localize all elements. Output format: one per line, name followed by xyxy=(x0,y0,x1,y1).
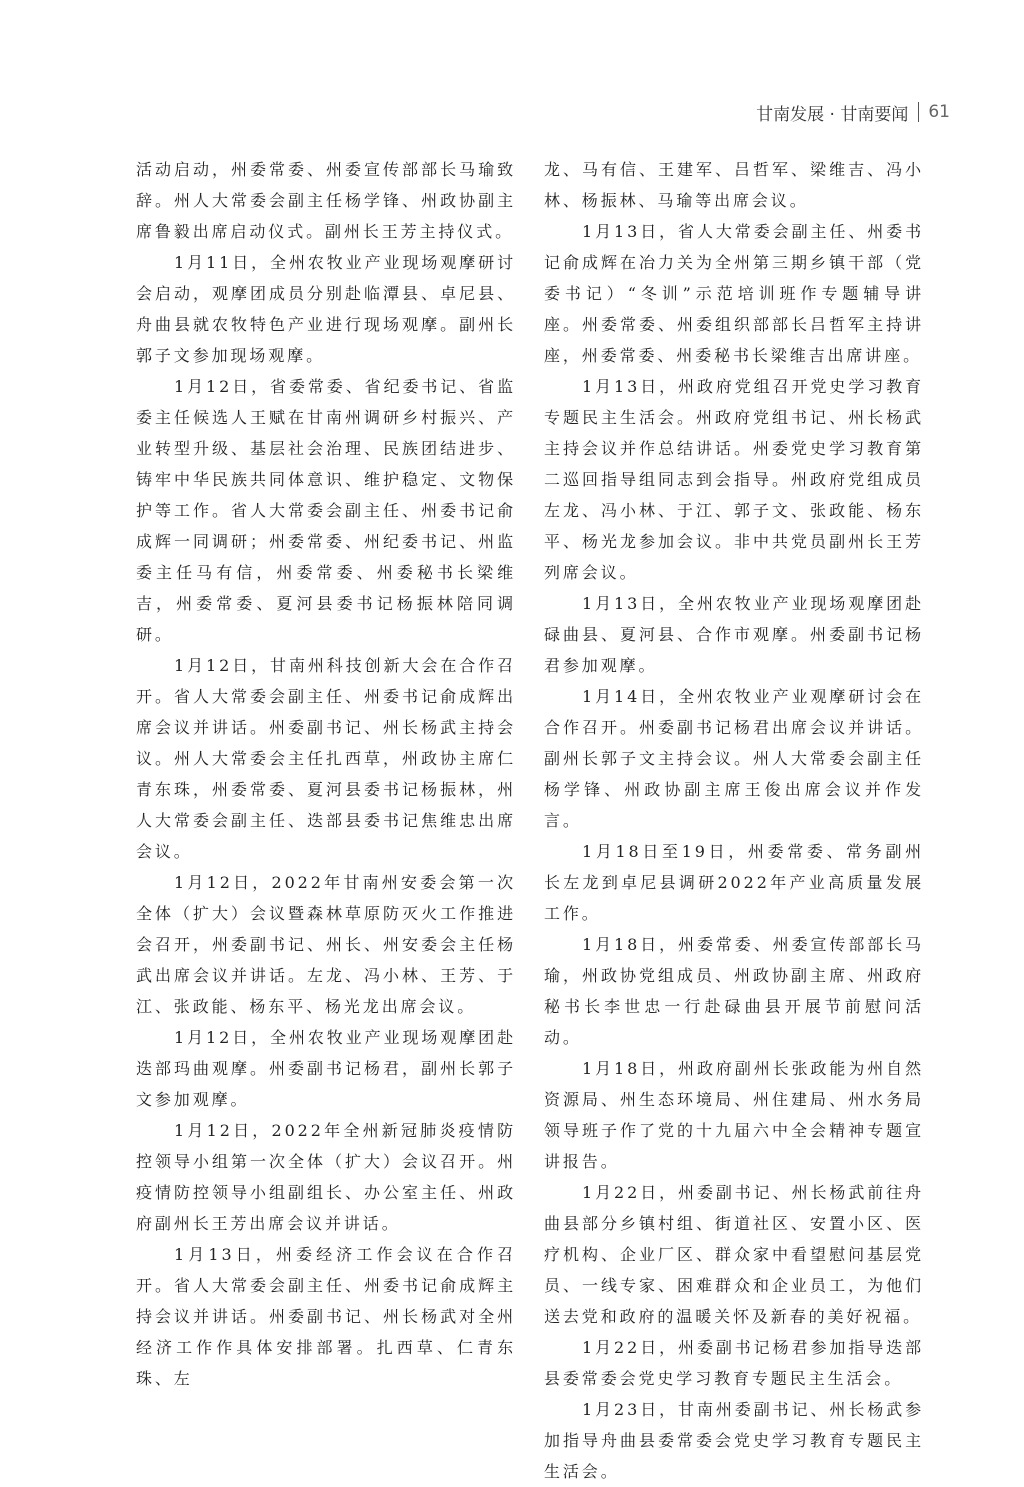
right-column xyxy=(544,154,924,1487)
paragraph: 1月11日，全州农牧业产业现场观摩研讨会启动，观摩团成员分别赴临潭县、卓尼县、舟曲县就农牧特色产业进行现场观摩。副州长郭子文参加现场观摩。 xyxy=(136,253,516,365)
paragraph: 1月12日，省委常委、省纪委书记、省监委主任候选人王赋在甘南州调研乡村振兴、产业转型升级、基层社会治理、民族团结进步、铸牢中华民族共同体意识、维护稳定、文物保护等工作。省人大常委会副主任、州委书记俞成辉一同调研；州委常委、州纪委书记、州监委主任马有信，州委常委、州委秘书长梁维吉，州委常委、夏河县委书记杨振林陪同调研。 xyxy=(136,377,516,644)
left-column xyxy=(136,154,516,1394)
paragraph: 1月23日，甘南州委副书记、州长杨武参加指导舟曲县委常委会党史学习教育专题民主生活会。 xyxy=(544,1400,924,1481)
section-title: 甘南发展 · 甘南要闻 xyxy=(756,104,909,125)
paragraph: 1月12日，甘南州科技创新大会在合作召开。省人大常委会副主任、州委书记俞成辉出席会议并讲话。州委副书记、州长杨武主持会议。州人大常委会主任扎西草，州政协主席仁青东珠，州委常委、夏河县委书记杨振林，州人大常委会副主任、迭部县委书记焦维忠出席会议。 xyxy=(136,656,516,861)
paragraph: 1月14日，全州农牧业产业观摩研讨会在合作召开。州委副书记杨君出席会议并讲话。副州长郭子文主持会议。州人大常委会副主任杨学锋、州政协副主席王俊出席会议并作发言。 xyxy=(544,687,924,830)
paragraph: 1月22日，州委副书记杨君参加指导迭部县委常委会党史学习教育专题民主生活会。 xyxy=(544,1338,924,1388)
paragraph: 1月13日，省人大常委会副主任、州委书记俞成辉在冶力关为全州第三期乡镇干部（党委书记）“冬训”示范培训班作专题辅导讲座。州委常委、州委组织部部长吕哲军主持讲座，州委常委、州委秘书长梁维吉出席讲座。 xyxy=(544,222,924,365)
paragraph: 活动启动，州委常委、州委宣传部部长马瑜致辞。州人大常委会副主任杨学锋、州政协副主席鲁毅出席启动仪式。副州长王芳主持仪式。 xyxy=(136,160,516,241)
page-number: 61 xyxy=(928,102,950,122)
header-divider xyxy=(918,102,919,122)
paragraph: 1月13日，州委经济工作会议在合作召开。省人大常委会副主任、州委书记俞成辉主持会议并讲话。州委副书记、州长杨武对全州经济工作作具体安排部署。扎西草、仁青东珠、左 xyxy=(136,1245,516,1388)
paragraph: 1月12日，2022年甘南州安委会第一次全体（扩大）会议暨森林草原防灭火工作推进会召开，州委副书记、州长、州安委会主任杨武出席会议并讲话。左龙、冯小林、王芳、于江、张政能、杨东平、杨光龙出席会议。 xyxy=(136,873,516,1016)
paragraph: 1月18日至19日，州委常委、常务副州长左龙到卓尼县调研2022年产业高质量发展工作。 xyxy=(544,842,924,923)
paragraph: 1月18日，州委常委、州委宣传部部长马瑜，州政协党组成员、州政协副主席、州政府秘书长李世忠一行赴碌曲县开展节前慰问活动。 xyxy=(544,935,924,1047)
paragraph: 1月13日，州政府党组召开党史学习教育专题民主生活会。州政府党组书记、州长杨武主持会议并作总结讲话。州委党史学习教育第二巡回指导组同志到会指导。州政府党组成员左龙、冯小林、于江、郭子文、张政能、杨东平、杨光龙参加会议。非中共党员副州长王芳列席会议。 xyxy=(544,377,924,582)
paragraph: 1月12日，全州农牧业产业现场观摩团赴迭部玛曲观摩。州委副书记杨君，副州长郭子文参加观摩。 xyxy=(136,1028,516,1109)
paragraph: 1月12日，2022年全州新冠肺炎疫情防控领导小组第一次全体（扩大）会议召开。州疫情防控领导小组副组长、办公室主任、州政府副州长王芳出席会议并讲话。 xyxy=(136,1121,516,1233)
running-header xyxy=(756,100,950,124)
paragraph: 龙、马有信、王建军、吕哲军、梁维吉、冯小林、杨振林、马瑜等出席会议。 xyxy=(544,160,924,210)
paragraph: 1月22日，州委副书记、州长杨武前往舟曲县部分乡镇村组、街道社区、安置小区、医疗机构、企业厂区、群众家中看望慰问基层党员、一线专家、困难群众和企业员工，为他们送去党和政府的温暖关怀及新春的美好祝福。 xyxy=(544,1183,924,1326)
paragraph: 1月18日，州政府副州长张政能为州自然资源局、州生态环境局、州住建局、州水务局领导班子作了党的十九届六中全会精神专题宣讲报告。 xyxy=(544,1059,924,1171)
paragraph: 1月13日，全州农牧业产业现场观摩团赴碌曲县、夏河县、合作市观摩。州委副书记杨君参加观摩。 xyxy=(544,594,924,675)
